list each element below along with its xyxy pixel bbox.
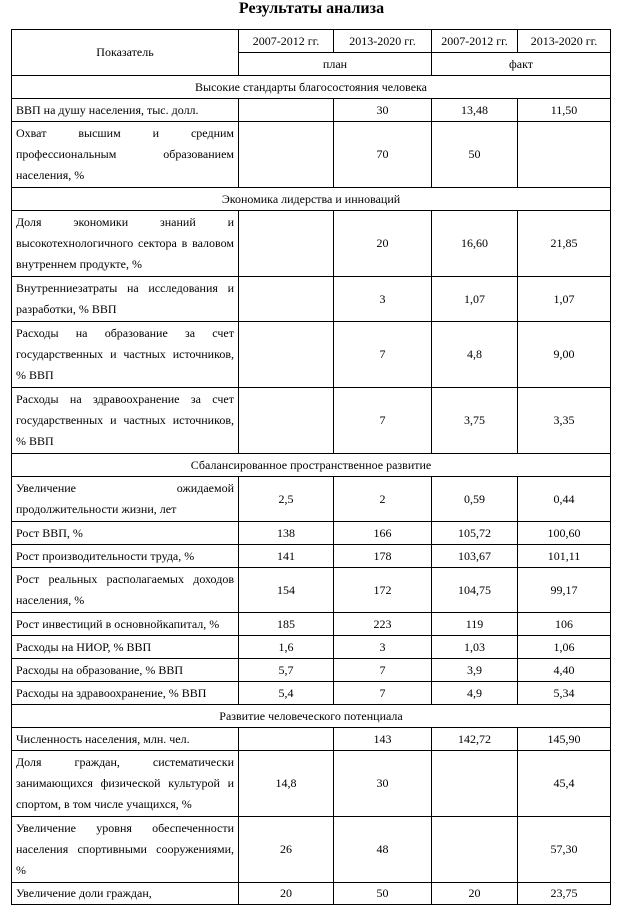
table-row [12, 477, 611, 522]
indicator-label: Доля экономики знаний и высокотехнологичного сектора в валовом внутреннем продукте, % [12, 211, 239, 277]
value-cell: 3,75 [432, 388, 518, 454]
section-row [12, 705, 611, 728]
value-cell: 1,07 [518, 277, 611, 322]
value-cell: 138 [239, 522, 334, 545]
value-cell: 100,60 [518, 522, 611, 545]
value-cell: 119 [432, 613, 518, 636]
header-period: 2013-2020 гг. [518, 30, 611, 53]
value-cell: 3 [334, 277, 432, 322]
value-cell: 104,75 [432, 568, 518, 613]
value-cell: 3 [334, 636, 432, 659]
value-cell: 16,60 [432, 211, 518, 277]
table-row [12, 751, 611, 817]
value-cell: 3,9 [432, 659, 518, 682]
value-cell: 142,72 [432, 728, 518, 751]
document-title: Результаты анализа [238, 0, 385, 17]
header-period: 2007-2012 гг. [239, 30, 334, 53]
section-title: Высокие стандарты благосостояния человека [12, 76, 611, 99]
value-cell: 3,35 [518, 388, 611, 454]
header-plan: план [239, 53, 432, 76]
value-cell [432, 817, 518, 883]
table-row [12, 211, 611, 277]
value-cell: 7 [334, 388, 432, 454]
section-row [12, 76, 611, 99]
value-cell: 50 [432, 122, 518, 188]
indicator-label: Охват высшим и средним профессиональным образованием населения, % [12, 122, 239, 188]
indicator-label: Внутренниезатраты на исследования и разработки, % ВВП [12, 277, 239, 322]
indicator-label: Рост производительности труда, % [12, 545, 239, 568]
section-title: Экономика лидерства и инноваций [12, 188, 611, 211]
table-row [12, 545, 611, 568]
value-cell: 1,03 [432, 636, 518, 659]
table-row [12, 883, 611, 905]
value-cell: 4,40 [518, 659, 611, 682]
value-cell: 7 [334, 682, 432, 705]
header-period: 2013-2020 гг. [334, 30, 432, 53]
value-cell: 1,07 [432, 277, 518, 322]
value-cell [239, 211, 334, 277]
value-cell: 185 [239, 613, 334, 636]
indicator-label: Расходы на образование, % ВВП [12, 659, 239, 682]
indicator-label: ВВП на душу населения, тыс. долл. [12, 99, 239, 122]
value-cell: 7 [334, 322, 432, 388]
table-row [12, 99, 611, 122]
indicator-label: Увеличение ожидаемой продолжительности жизни, лет [12, 477, 239, 522]
table-row [12, 613, 611, 636]
indicator-label: Расходы на НИОР, % ВВП [12, 636, 239, 659]
value-cell: 30 [334, 751, 432, 817]
table-row [12, 522, 611, 545]
table-row [12, 728, 611, 751]
value-cell: 1,6 [239, 636, 334, 659]
indicator-label: Рост ВВП, % [12, 522, 239, 545]
value-cell: 101,11 [518, 545, 611, 568]
value-cell: 26 [239, 817, 334, 883]
value-cell: 11,50 [518, 99, 611, 122]
indicator-label: Увеличение доли граждан, [12, 883, 239, 905]
value-cell [239, 99, 334, 122]
value-cell: 45,4 [518, 751, 611, 817]
value-cell: 14,8 [239, 751, 334, 817]
table-row [12, 277, 611, 322]
header-fact: факт [432, 53, 611, 76]
results-table [11, 29, 611, 905]
value-cell [239, 122, 334, 188]
value-cell: 21,85 [518, 211, 611, 277]
table-row [12, 122, 611, 188]
table-row [12, 817, 611, 883]
value-cell: 5,34 [518, 682, 611, 705]
value-cell: 48 [334, 817, 432, 883]
section-row [12, 188, 611, 211]
header-period: 2007-2012 гг. [432, 30, 518, 53]
section-title: Сбалансированное пространственное развитие [12, 454, 611, 477]
table-row [12, 636, 611, 659]
indicator-label: Рост инвестиций в основнойкапитал, % [12, 613, 239, 636]
value-cell: 172 [334, 568, 432, 613]
value-cell: 141 [239, 545, 334, 568]
table-row [12, 682, 611, 705]
table-row [12, 568, 611, 613]
value-cell: 9,00 [518, 322, 611, 388]
table-row [12, 388, 611, 454]
value-cell: 106 [518, 613, 611, 636]
indicator-label: Расходы на здравоохранение, % ВВП [12, 682, 239, 705]
value-cell: 105,72 [432, 522, 518, 545]
value-cell: 154 [239, 568, 334, 613]
value-cell [239, 728, 334, 751]
value-cell [239, 322, 334, 388]
value-cell: 223 [334, 613, 432, 636]
value-cell: 4,8 [432, 322, 518, 388]
section-title: Развитие человеческого потенциала [12, 705, 611, 728]
value-cell: 20 [432, 883, 518, 905]
value-cell: 178 [334, 545, 432, 568]
value-cell: 2,5 [239, 477, 334, 522]
value-cell: 143 [334, 728, 432, 751]
value-cell: 1,06 [518, 636, 611, 659]
indicator-label: Рост реальных располагаемых доходов населения, % [12, 568, 239, 613]
value-cell: 2 [334, 477, 432, 522]
value-cell: 20 [239, 883, 334, 905]
value-cell: 99,17 [518, 568, 611, 613]
value-cell [432, 751, 518, 817]
table-row [12, 322, 611, 388]
table-row [12, 659, 611, 682]
value-cell [518, 122, 611, 188]
indicator-label: Численность населения, млн. чел. [12, 728, 239, 751]
indicator-label: Увеличение уровня обеспеченности населения спортивными сооружениями, % [12, 817, 239, 883]
indicator-label: Расходы на здравоохранение за счет государственных и частных источников, % ВВП [12, 388, 239, 454]
value-cell: 70 [334, 122, 432, 188]
value-cell: 0,44 [518, 477, 611, 522]
value-cell: 13,48 [432, 99, 518, 122]
value-cell: 7 [334, 659, 432, 682]
value-cell: 166 [334, 522, 432, 545]
value-cell: 5,4 [239, 682, 334, 705]
value-cell: 20 [334, 211, 432, 277]
value-cell: 30 [334, 99, 432, 122]
value-cell: 0,59 [432, 477, 518, 522]
header-indicator: Показатель [12, 30, 239, 76]
value-cell: 5,7 [239, 659, 334, 682]
section-row [12, 454, 611, 477]
value-cell [239, 277, 334, 322]
indicator-label: Расходы на образование за счет государственных и частных источников, % ВВП [12, 322, 239, 388]
value-cell [239, 388, 334, 454]
value-cell: 103,67 [432, 545, 518, 568]
value-cell: 50 [334, 883, 432, 905]
value-cell: 4,9 [432, 682, 518, 705]
value-cell: 57,30 [518, 817, 611, 883]
value-cell: 145,90 [518, 728, 611, 751]
indicator-label: Доля граждан, систематически занимающихся физической культурой и спортом, в том числе учащихся, % [12, 751, 239, 817]
value-cell: 23,75 [518, 883, 611, 905]
